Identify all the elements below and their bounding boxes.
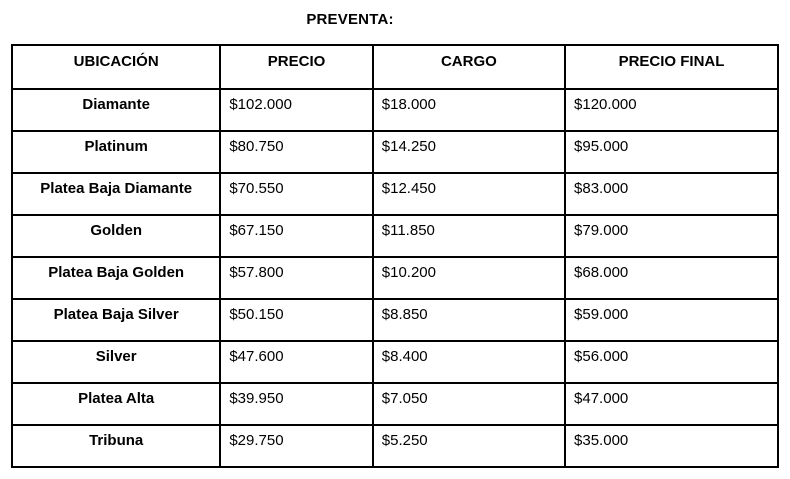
table-row <box>12 299 778 341</box>
cell-cargo: $11.850 <box>373 215 565 257</box>
page-title: PREVENTA: <box>306 11 394 28</box>
column-header-ubicacion: UBICACIÓN <box>12 45 220 89</box>
cell-precio-final: $79.000 <box>565 215 778 257</box>
cell-cargo: $18.000 <box>373 89 565 131</box>
preventa-price-table <box>11 44 779 468</box>
cell-precio: $70.550 <box>220 173 372 215</box>
cell-precio: $29.750 <box>220 425 372 467</box>
cell-precio: $57.800 <box>220 257 372 299</box>
cell-cargo: $8.850 <box>373 299 565 341</box>
cell-precio-final: $47.000 <box>565 383 778 425</box>
header-row <box>12 45 778 89</box>
cell-ubicacion: Diamante <box>12 89 220 131</box>
cell-ubicacion: Platea Baja Silver <box>12 299 220 341</box>
table-row <box>12 383 778 425</box>
table-row <box>12 131 778 173</box>
price-table-container <box>11 44 779 468</box>
column-header-cargo: CARGO <box>373 45 565 89</box>
cell-cargo: $8.400 <box>373 341 565 383</box>
table-row <box>12 341 778 383</box>
cell-cargo: $12.450 <box>373 173 565 215</box>
cell-precio-final: $120.000 <box>565 89 778 131</box>
cell-precio-final: $95.000 <box>565 131 778 173</box>
cell-precio: $67.150 <box>220 215 372 257</box>
cell-precio: $50.150 <box>220 299 372 341</box>
table-row <box>12 89 778 131</box>
cell-cargo: $7.050 <box>373 383 565 425</box>
column-header-precio: PRECIO <box>220 45 372 89</box>
cell-cargo: $14.250 <box>373 131 565 173</box>
cell-precio-final: $35.000 <box>565 425 778 467</box>
cell-precio-final: $83.000 <box>565 173 778 215</box>
cell-precio: $39.950 <box>220 383 372 425</box>
table-row <box>12 425 778 467</box>
table-row <box>12 257 778 299</box>
cell-ubicacion: Platinum <box>12 131 220 173</box>
cell-ubicacion: Silver <box>12 341 220 383</box>
cell-precio: $47.600 <box>220 341 372 383</box>
table-row <box>12 173 778 215</box>
cell-precio: $80.750 <box>220 131 372 173</box>
cell-cargo: $10.200 <box>373 257 565 299</box>
cell-precio-final: $56.000 <box>565 341 778 383</box>
cell-ubicacion: Platea Baja Golden <box>12 257 220 299</box>
cell-ubicacion: Tribuna <box>12 425 220 467</box>
column-header-precio-final: PRECIO FINAL <box>565 45 778 89</box>
cell-ubicacion: Platea Baja Diamante <box>12 173 220 215</box>
cell-precio-final: $59.000 <box>565 299 778 341</box>
cell-precio-final: $68.000 <box>565 257 778 299</box>
cell-precio: $102.000 <box>220 89 372 131</box>
cell-ubicacion: Platea Alta <box>12 383 220 425</box>
table-row <box>12 215 778 257</box>
cell-cargo: $5.250 <box>373 425 565 467</box>
cell-ubicacion: Golden <box>12 215 220 257</box>
